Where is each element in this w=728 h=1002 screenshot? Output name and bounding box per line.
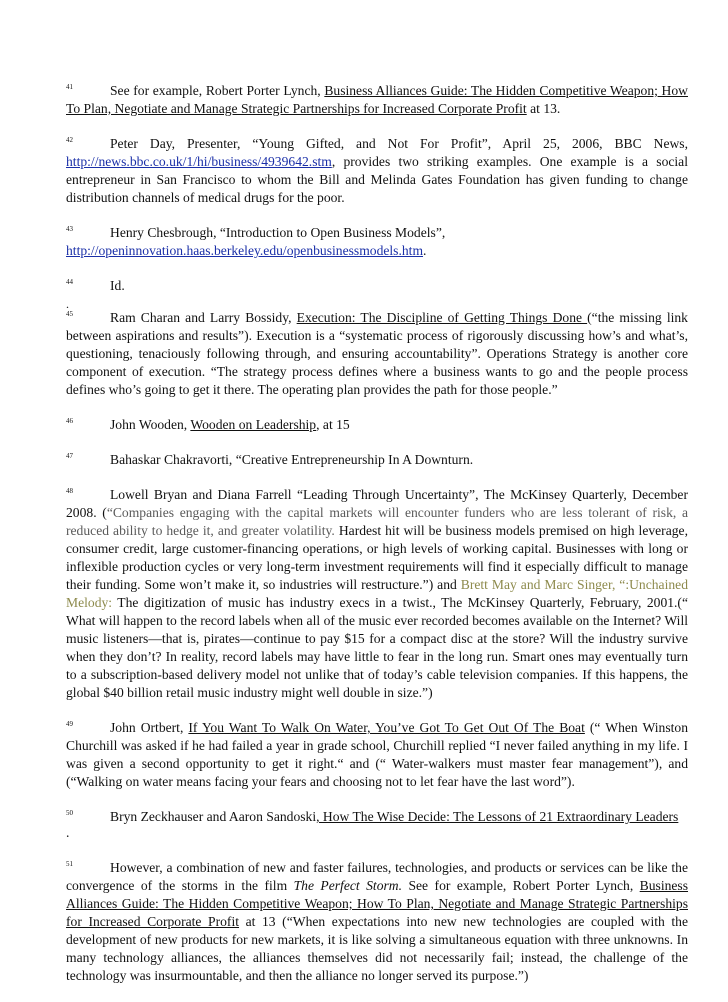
book-title: , How The Wise Decide: The Lessons of 21 Extraordinary Leaders: [316, 809, 679, 824]
footnote-43: 43 Henry Chesbrough, “Introduction to Open Business Models”, http://openinnovation.haas.berkeley.edu/openbusinessmodels.htm.: [66, 225, 446, 258]
bbc-news-link[interactable]: http://news.bbc.co.uk/1/hi/business/4939642.stm: [66, 154, 332, 169]
footnote-48: 48 Lowell Bryan and Diana Farrell “Leading Through Uncertainty”, The McKinsey Quarterly, December 2008. (“Companies engaging with the capital markets will encounter funders who are less tolerant of risk, a reduced ability to hedge it, and greater volatility. Hardest hit will be business models premised on high leverage, consumer credit, large customer-financing operations, or high levels of working capital. Businesses with long or inflexible production cycles or very long-term investment requirements will find it especially difficult to manage their funding. Some won’t make it, so industries will restructure.”) and Brett May and Marc Singer, “:Unchained Melody: The digitization of music has industry execs in a twist., The McKinsey Quarterly, February, 2001.(“ What will happen to the record labels when all of the music ever recorded becomes available on the Internet? Will music listeners—that is, pirates—continue to pay $15 for a compact disc at the store? Will the industry survive when they don’t? In reality, record labels may have little to fear in the long run. Smart ones may eventually turn to a subscription-based delivery model not unlike that of today’s cable television companies. If this happens, the global $40 billion retail music industry might well double in size.”): [66, 487, 689, 700]
footnote-51: 51 However, a combination of new and faster failures, technologies, and products or services can be like the convergence of the storms in the film The Perfect Storm. See for example, Robert Porter Lynch, Business Alliances Guide: The Hidden Competitive Weapon; How To Plan, Negotiate and Manage Strategic Partnerships for Increased Corporate Profit at 13 (“When expectations into new new technologies are coupled with the development of new products for new markets, it is like solving a simultaneous equation with three unknowns. In many technology alliances, the alliances themselves did not necessarily fail; instead, the challenge of the technology was insurmountable, and then the alliance no longer served its purpose.”): [66, 860, 689, 983]
cited-authors: Brett May and Marc Singer, “:Unchained Melody:: [66, 577, 688, 610]
book-title: Business Alliances Guide: The Hidden Competitive Weapon; How To Plan, Negotiate and Manage Strategic Partnerships for Increased Corporate Profit: [66, 878, 689, 929]
stray-period: .: [66, 297, 69, 311]
book-title: Execution: The Discipline of Getting Things Done: [296, 310, 588, 325]
footnotes-page: [66, 82, 688, 1002]
footnote-44: 44 Id.: [66, 278, 125, 293]
footnote-50-period: .: [66, 825, 70, 840]
film-title: The Perfect Storm.: [293, 878, 403, 893]
footnote-47: 47 Bahaskar Chakravorti, “Creative Entrepreneurship In A Downturn.: [66, 452, 474, 467]
book-title: Business Alliances Guide: The Hidden Competitive Weapon; How To Plan, Negotiate and Manage Strategic Partnerships for Increased Corporate Profit: [66, 83, 688, 116]
quoted-excerpt: “Companies engaging with the capital markets will encounter funders who are less tolerant of risk, a reduced ability to hedge it, and greater volatility.: [66, 505, 689, 538]
footnote-45: 45 Ram Charan and Larry Bossidy, Execution: The Discipline of Getting Things Done (“the missing link between aspirations and results”). Execution is a “systematic process of rigorously discussing how’s and what’s, questioning, tenaciously following through, and ensuring accountability”. Operations Strategy is another core component of execution. “The strategy process defines where a business wants to go and the people process defines who’s going to get it there. The operating plan provides the path for those people.”: [66, 310, 688, 397]
footnote-46: 46 John Wooden, Wooden on Leadership, at 15: [66, 417, 350, 432]
book-title: If You Want To Walk On Water, You’ve Got To Get Out Of The Boat: [188, 720, 585, 735]
footnote-41: 41 See for example, Robert Porter Lynch, Business Alliances Guide: The Hidden Competitive Weapon; How To Plan, Negotiate and Manage Strategic Partnerships for Increased Corporate Profit at 13.: [66, 83, 688, 116]
footnote-50: 50 Bryn Zeckhauser and Aaron Sandoski, How The Wise Decide: The Lessons of 21 Extraordinary Leaders: [66, 809, 679, 824]
open-business-models-link[interactable]: http://openinnovation.haas.berkeley.edu/openbusinessmodels.htm: [66, 243, 424, 258]
footnote-42: 42 Peter Day, Presenter, “Young Gifted, and Not For Profit”, April 25, 2006, BBC News, http://news.bbc.co.uk/1/hi/business/4939642.stm, provides two striking examples. One example is a social entrepreneur in San Francisco to whom the Bill and Melinda Gates Foundation has given funding to change distribution channels of medical drugs for the poor.: [66, 136, 688, 205]
book-title: Wooden on Leadership: [190, 417, 317, 432]
footnote-49: 49 John Ortbert, If You Want To Walk On Water, You’ve Got To Get Out Of The Boat (“ When Winston Churchill was asked if he had failed a year in grade school, Churchill replied “I never failed anything in my life. I was given a second opportunity to get it right.“ and (“ Water-walkers must master fear management”), and (“Walking on water means facing your fears and choosing not to let fear have the last word”).: [66, 720, 688, 789]
